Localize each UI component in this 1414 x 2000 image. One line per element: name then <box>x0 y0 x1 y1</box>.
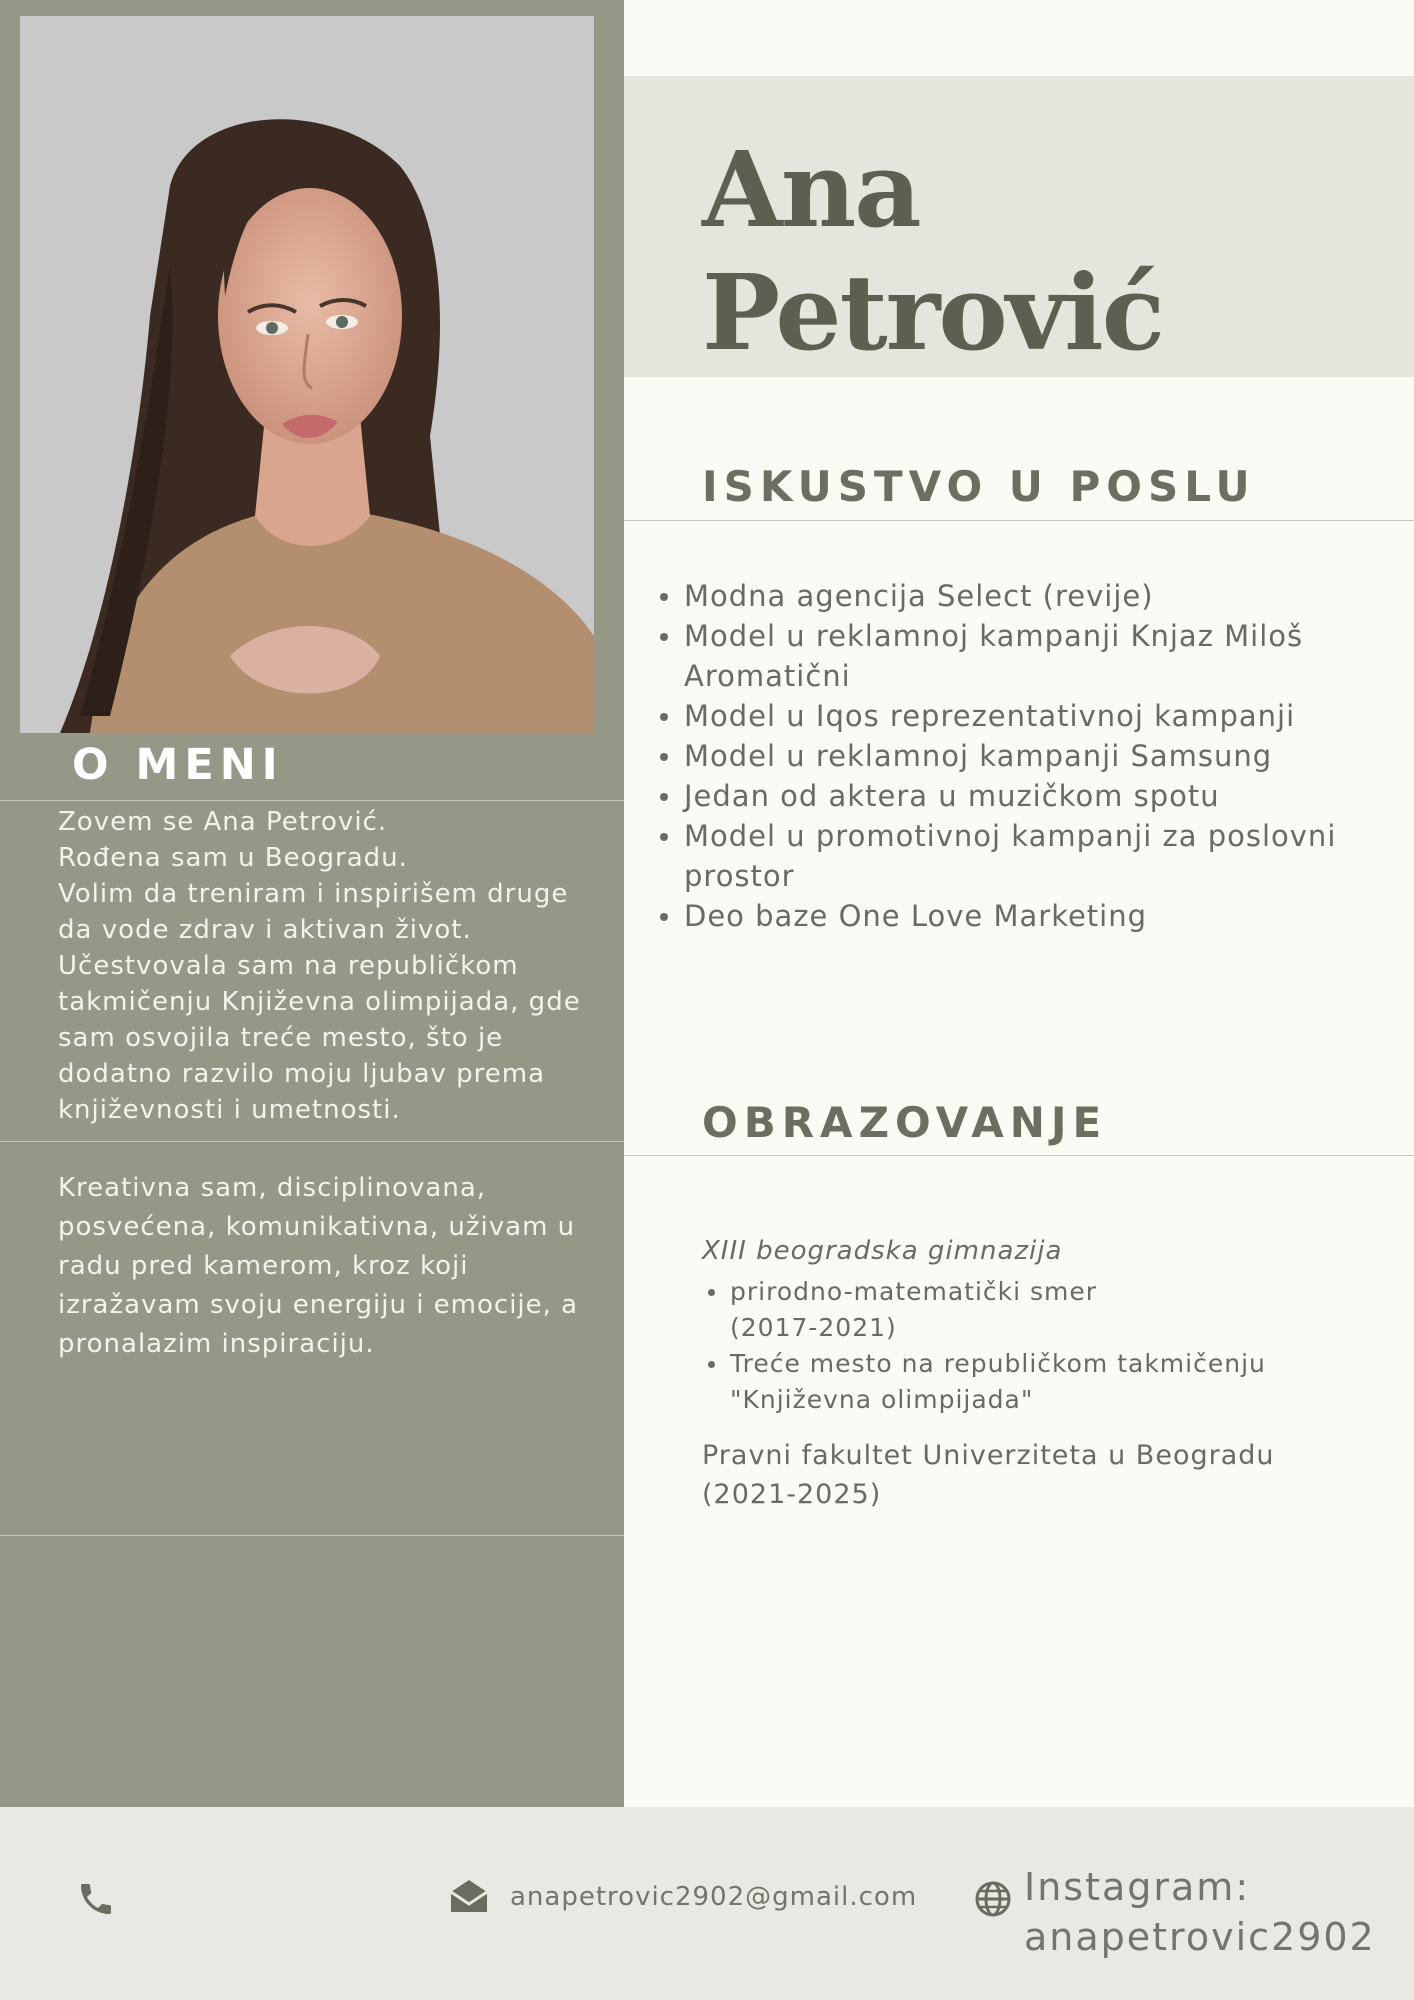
divider <box>0 1141 624 1142</box>
about-title: O MENI <box>72 740 284 790</box>
list-item: Deo baze One Love Marketing <box>654 896 1354 936</box>
university: Pravni fakultet Univerziteta u Beogradu (2021-2025) <box>702 1440 1275 1510</box>
school-details <box>702 1274 1342 1418</box>
list-item: Treće mesto na republičkom takmičenju "Književna olimpijada" <box>702 1346 1342 1418</box>
divider <box>624 520 1414 521</box>
education-title: OBRAZOVANJE <box>702 1098 1108 1147</box>
phone-icon[interactable] <box>76 1879 116 1923</box>
list-item: prirodno-matematički smer (2017-2021) <box>702 1274 1342 1346</box>
person-name: Ana Petrović <box>702 128 1164 374</box>
about-paragraph-1: Zovem se Ana Petrović. Rođena sam u Beogradu. Volim da treniram i inspirišem druge da vode zdrav i aktivan život. Učestvovala sam na republičkom takmičenju Književna olimpijada, gde sam osvojila treće mesto, što je dodatno razvilo moju ljubav prema književnosti i umetnosti. <box>58 807 581 1125</box>
instagram-handle[interactable]: Instagram: anapetrovic2902 <box>1024 1865 1376 1959</box>
school-name: XIII beogradska gimnazija <box>702 1236 1063 1266</box>
divider <box>624 1155 1414 1156</box>
email-address[interactable]: anapetrovic2902@gmail.com <box>510 1882 918 1912</box>
divider <box>0 1535 624 1536</box>
list-item: Jedan od aktera u muzičkom spotu <box>654 776 1354 816</box>
globe-icon[interactable] <box>974 1880 1012 1922</box>
list-item: Model u promotivnoj kampanji za poslovni prostor <box>654 816 1354 896</box>
list-item: Model u reklamnoj kampanji Knjaz Miloš Aromatični <box>654 616 1354 696</box>
about-paragraph-2: Kreativna sam, disciplinovana, posvećena, komunikativna, uživam u radu pred kamerom, kroz koji izražavam svoju energiju i emocije, a pronalazim inspiraciju. <box>58 1173 579 1359</box>
experience-list <box>654 576 1354 936</box>
experience-title: ISKUSTVO U POSLU <box>702 462 1256 511</box>
list-item: Model u reklamnoj kampanji Samsung <box>654 736 1354 776</box>
profile-photo <box>20 16 594 733</box>
envelope-icon[interactable] <box>448 1876 490 1920</box>
list-item: Model u Iqos reprezentativnoj kampanji <box>654 696 1354 736</box>
list-item: Modna agencija Select (revije) <box>654 576 1354 616</box>
divider <box>0 800 624 801</box>
